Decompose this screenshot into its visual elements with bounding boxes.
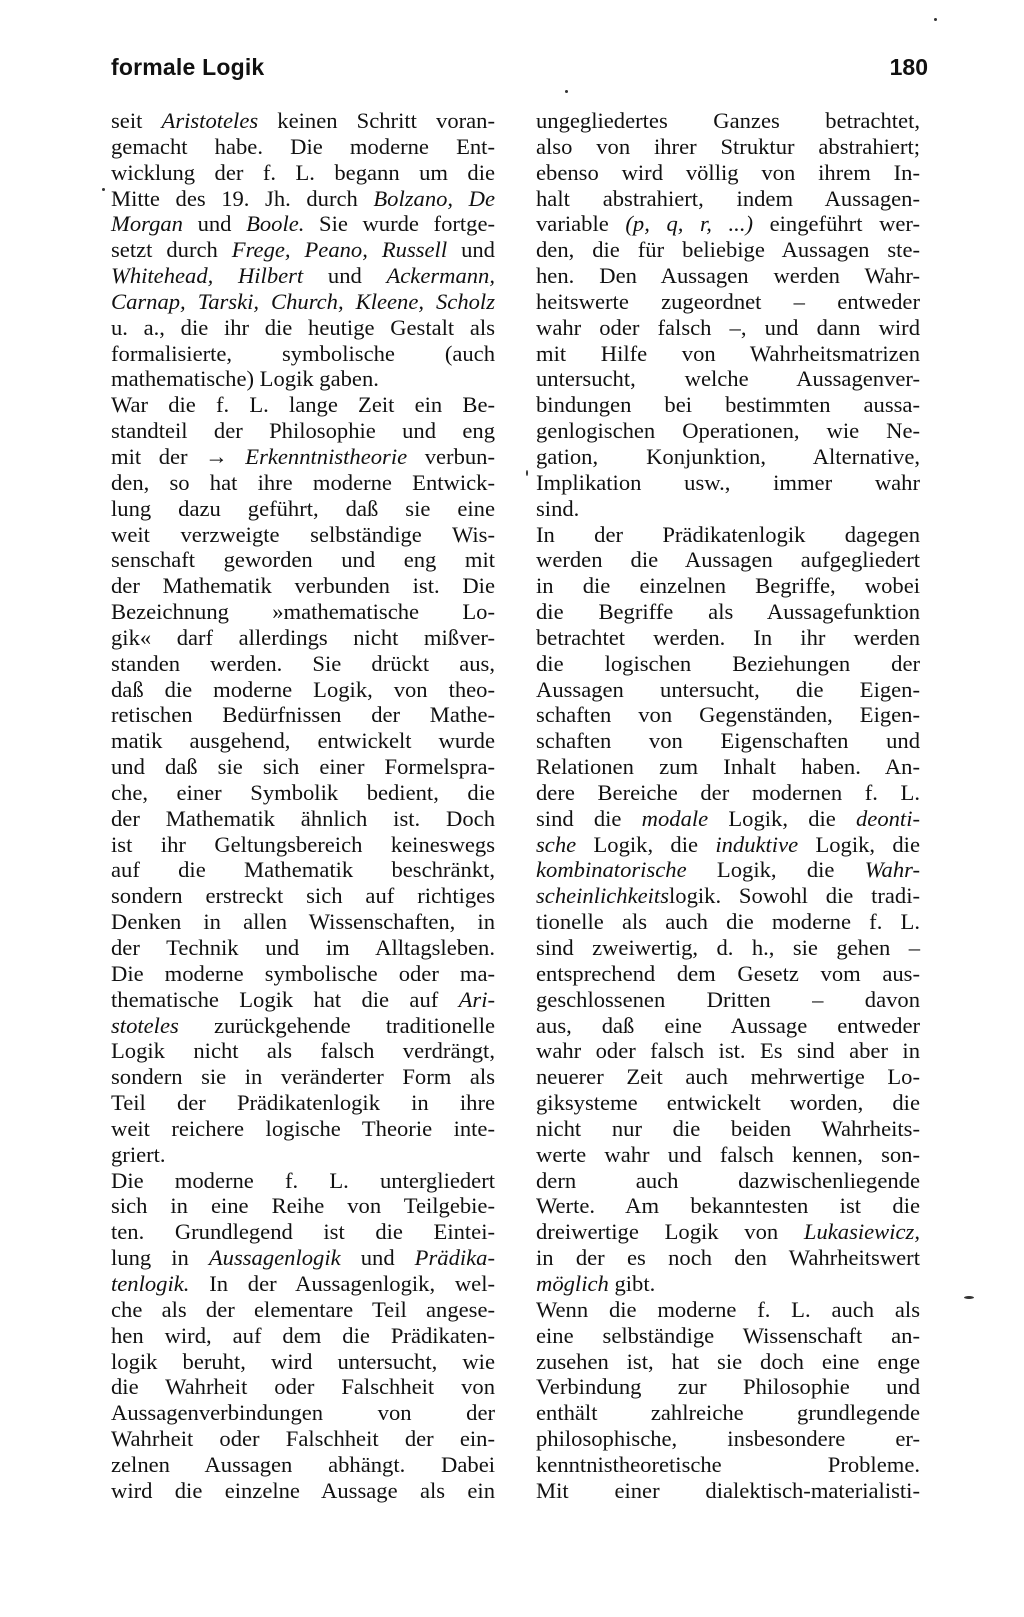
- text-line: [111, 547, 495, 573]
- text-line: [111, 1400, 495, 1426]
- text-line: [111, 418, 495, 444]
- text: und daß sie sich einer Formelspra-: [111, 754, 495, 780]
- text: ist ihr Geltungsbereich keineswegs: [111, 831, 495, 857]
- text-line: [536, 573, 920, 599]
- text: eingeführt wer-: [753, 211, 921, 237]
- text-line: [111, 341, 495, 367]
- text: wicklung der f. L. begann um die: [111, 159, 495, 185]
- text: schaften von Eigenschaften und: [536, 728, 920, 754]
- text-line: [111, 806, 495, 832]
- text-line: [536, 418, 920, 444]
- text: logik beruht, wird untersucht, wie: [111, 1348, 495, 1374]
- text: che, einer Symbolik bedient, die: [111, 779, 495, 805]
- text-line: [111, 186, 495, 212]
- text-line: [111, 1349, 495, 1375]
- text-line: [111, 263, 495, 289]
- text-line: [111, 961, 495, 987]
- text: genlogischen Operationen, wie Ne-: [536, 418, 920, 444]
- text-line: [536, 1090, 920, 1116]
- text: tionelle als auch die moderne f. L.: [536, 909, 920, 935]
- text: gibt.: [608, 1270, 656, 1296]
- text: kenntnistheoretische Probleme.: [536, 1451, 920, 1477]
- text-line: [536, 134, 920, 160]
- text-line: [111, 522, 495, 548]
- italic-text: möglich: [536, 1270, 609, 1296]
- text-line: [111, 599, 495, 625]
- text: keinen Schritt voran-: [258, 108, 495, 133]
- text: in die einzelnen Begriffe, wobei: [536, 573, 920, 599]
- text: untersucht, welche Aussagenver-: [536, 366, 920, 392]
- text-line: [536, 237, 920, 263]
- text: Denken in allen Wissenschaften, in: [111, 909, 495, 935]
- text: daß die moderne Logik, von theo-: [111, 676, 495, 702]
- text: u. a., die ihr die heutige Gestalt als: [111, 314, 495, 340]
- text: aus, daß eine Aussage entweder: [536, 1012, 920, 1038]
- text-line: [111, 134, 495, 160]
- text-line: [536, 935, 920, 961]
- text: thematische Logik hat die auf: [111, 986, 459, 1012]
- text-line: [111, 883, 495, 909]
- text-line: [536, 1400, 920, 1426]
- italic-text: Frege, Peano, Russell: [231, 237, 448, 263]
- text-line: [111, 496, 495, 522]
- text: giksysteme entwickelt worden, die: [536, 1090, 920, 1116]
- text: In der Prädikatenlogik dagegen: [536, 521, 920, 547]
- scan-speck: [565, 90, 568, 93]
- text-line: [111, 211, 495, 237]
- text: schaften von Gegenständen, Eigen-: [536, 702, 920, 728]
- text: hen wird, auf dem die Prädikaten-: [111, 1322, 495, 1348]
- text: logik. Sowohl die tradi-: [669, 883, 920, 909]
- text: War die f. L. lange Zeit ein Be-: [111, 392, 495, 418]
- text-line: [536, 289, 920, 315]
- italic-text: Ari-: [458, 986, 495, 1012]
- italic-text: Morgan: [111, 211, 183, 237]
- text-line: [536, 470, 920, 496]
- text-line: [536, 366, 920, 392]
- text-line: [111, 1168, 495, 1194]
- text: weit verzweigte selbständige Wis-: [111, 521, 495, 547]
- text: dere Bereiche der modernen f. L.: [536, 779, 920, 805]
- text: betrachtet werden. In ihr werden: [536, 624, 920, 650]
- text-line: [111, 237, 495, 263]
- text: Aussagen untersucht, die Eigen-: [536, 676, 920, 702]
- text: Implikation usw., immer wahr: [536, 469, 920, 495]
- text: setzt durch: [111, 237, 232, 263]
- text-line: [536, 392, 920, 418]
- text-line: [111, 909, 495, 935]
- text-line: [111, 728, 495, 754]
- text-line: [111, 1116, 495, 1142]
- text: sind.: [536, 495, 580, 521]
- italic-text: tenlogik.: [111, 1270, 190, 1296]
- right-column: [536, 108, 920, 1504]
- text: Werte. Am bekanntesten ist die: [536, 1193, 920, 1219]
- text: Logik nicht als falsch verdrängt,: [111, 1038, 495, 1064]
- text-line: [536, 1426, 920, 1452]
- text-line: [111, 1271, 495, 1297]
- text-line: [536, 651, 920, 677]
- italic-text: (p, q, r, ...): [625, 211, 754, 237]
- text-line: [111, 1193, 495, 1219]
- text: wird die einzelne Aussage als ein: [111, 1477, 495, 1503]
- text-line: [536, 1219, 920, 1245]
- text: Aussagenverbindungen von der: [111, 1400, 495, 1426]
- text-line: [111, 1219, 495, 1245]
- italic-text: Carnap, Tarski, Church, Kleene, Scholz: [111, 288, 495, 314]
- text: che als der elementare Teil angese-: [111, 1296, 495, 1322]
- text: Mitte des 19. Jh. durch: [111, 185, 374, 211]
- text-line: [536, 780, 920, 806]
- text-line: [111, 1090, 495, 1116]
- scan-speck: [964, 1296, 974, 1299]
- text: Verbindung zur Philosophie und: [536, 1374, 920, 1400]
- text: gemacht habe. Die moderne Ent-: [111, 133, 495, 159]
- text: Bezeichnung »mathematische Lo-: [111, 599, 495, 625]
- italic-text: Erkenntnistheorie: [245, 443, 408, 469]
- text: Die moderne symbolische oder ma-: [111, 960, 495, 986]
- italic-text: Aristoteles: [161, 108, 259, 133]
- italic-text: Prädika-: [414, 1245, 495, 1271]
- text: Logik, die: [686, 857, 865, 883]
- text-line: [111, 1245, 495, 1271]
- text: seit: [111, 108, 162, 133]
- text: senschaft geworden und eng mit: [111, 547, 495, 573]
- text-line: [536, 987, 920, 1013]
- text-line: [536, 1193, 920, 1219]
- text: standen werden. Sie drückt aus,: [111, 650, 495, 676]
- text-line: [536, 1168, 920, 1194]
- text: den, so hat ihre moderne Entwick-: [111, 469, 495, 495]
- text-line: [111, 1142, 495, 1168]
- text-line: [111, 289, 495, 315]
- text: die Wahrheit oder Falschheit von: [111, 1374, 495, 1400]
- text: Die moderne f. L. untergliedert: [111, 1167, 495, 1193]
- text: bindungen bei bestimmten aussa-: [536, 392, 920, 418]
- italic-text: Wahr-: [864, 857, 920, 883]
- text: sondern erstreckt sich auf richtiges: [111, 883, 495, 909]
- text-line: [111, 108, 495, 134]
- text-line: [111, 857, 495, 883]
- left-column: [111, 108, 495, 1504]
- text: den, die für beliebige Aussagen ste-: [536, 237, 920, 263]
- text-line: [536, 1142, 920, 1168]
- text-line: [536, 1349, 920, 1375]
- text-line: [536, 547, 920, 573]
- text: heitswerte zugeordnet – entweder: [536, 288, 920, 314]
- text: standteil der Philosophie und eng: [111, 418, 495, 444]
- text: weit reichere logische Theorie inte-: [111, 1115, 495, 1141]
- text-line: [111, 625, 495, 651]
- text-line: [111, 1374, 495, 1400]
- text-line: [536, 186, 920, 212]
- text: dreiwertige Logik von: [536, 1219, 804, 1245]
- italic-text: scheinlichkeits: [536, 883, 670, 909]
- scan-speck: [526, 470, 528, 476]
- text: neuerer Zeit auch mehrwertige Lo-: [536, 1064, 920, 1090]
- text-line: [536, 909, 920, 935]
- text: verbun-: [407, 443, 495, 469]
- text: gation, Konjunktion, Alternative,: [536, 443, 920, 469]
- text: Wahrheit oder Falschheit der ein-: [111, 1426, 495, 1452]
- text-line: [111, 677, 495, 703]
- text-line: [536, 1323, 920, 1349]
- italic-text: Ackermann,: [386, 263, 496, 289]
- text-line: [111, 573, 495, 599]
- text-line: [536, 883, 920, 909]
- text: und: [303, 263, 387, 289]
- italic-text: Bolzano, De: [373, 185, 496, 211]
- text: und: [447, 237, 495, 263]
- text-line: [536, 1245, 920, 1271]
- text: Teil der Prädikatenlogik in ihre: [111, 1090, 495, 1116]
- text-line: [536, 444, 920, 470]
- text-line: [111, 392, 495, 418]
- page-number: 180: [889, 54, 928, 80]
- text-line: [536, 702, 920, 728]
- text: zusehen ist, hat sie doch eine enge: [536, 1348, 920, 1374]
- text-line: [111, 1038, 495, 1064]
- text-line: [536, 728, 920, 754]
- text: mit der →: [111, 443, 246, 469]
- italic-text: stoteles: [111, 1012, 179, 1038]
- text: der Technik und im Alltagsleben.: [111, 935, 495, 960]
- text-line: [536, 496, 920, 522]
- text-line: [111, 1426, 495, 1452]
- text: sind die: [536, 805, 642, 831]
- text-line: [536, 263, 920, 289]
- text: sich in eine Reihe von Teilgebie-: [111, 1193, 495, 1219]
- text-line: [536, 108, 920, 134]
- text-line: [536, 1116, 920, 1142]
- text: formalisierte, symbolische (auch: [111, 340, 495, 366]
- text-line: [111, 651, 495, 677]
- text-line: [536, 806, 920, 832]
- text: Logik, die: [708, 805, 856, 831]
- text-line: [536, 211, 920, 237]
- text: philosophische, insbesondere er-: [536, 1426, 920, 1452]
- text: Logik, die: [576, 831, 716, 857]
- text-line: [111, 444, 495, 470]
- text-line: [111, 754, 495, 780]
- text: sondern sie in veränderter Form als: [111, 1064, 495, 1090]
- text: Logik, die: [798, 831, 920, 857]
- text: Mit einer dialektisch-materialisti-: [536, 1477, 920, 1503]
- text-line: [111, 470, 495, 496]
- text-line: [536, 832, 920, 858]
- text-line: [536, 1038, 920, 1064]
- text: Sie wurde fortge-: [304, 211, 496, 237]
- text-line: [536, 1013, 920, 1039]
- text: lung dazu geführt, daß sie eine: [111, 495, 495, 521]
- text: geschlossenen Dritten – davon: [536, 986, 920, 1012]
- text: die Begriffe als Aussagefunktion: [536, 599, 920, 625]
- scan-speck: [934, 18, 937, 21]
- text-line: [536, 625, 920, 651]
- text-line: [111, 1064, 495, 1090]
- text-line: [536, 1374, 920, 1400]
- italic-text: Boole.: [246, 211, 305, 237]
- text-line: [111, 160, 495, 186]
- text: halt abstrahiert, indem Aussagen-: [536, 185, 920, 211]
- text: werte wahr und falsch kennen, son-: [536, 1141, 920, 1167]
- text-line: [536, 315, 920, 341]
- text-line: [111, 1323, 495, 1349]
- running-head: formale Logik: [111, 54, 265, 80]
- text: und: [182, 211, 247, 237]
- text: dern auch dazwischenliegende: [536, 1167, 920, 1193]
- text-line: [536, 1064, 920, 1090]
- text-line: [536, 1478, 920, 1504]
- text: hen. Den Aussagen werden Wahr-: [536, 263, 920, 289]
- text: werden die Aussagen aufgegliedert: [536, 547, 920, 573]
- text: entsprechend dem Gesetz vom aus-: [536, 960, 920, 986]
- text-line: [536, 857, 920, 883]
- italic-text: sche: [536, 831, 577, 857]
- text: zelnen Aussagen abhängt. Dabei: [111, 1451, 495, 1477]
- text: zurückgehende traditionelle: [178, 1012, 495, 1038]
- text: sind zweiwertig, d. h., sie gehen –: [536, 935, 920, 960]
- text-line: [111, 1478, 495, 1504]
- italic-text: Aussagenlogik: [208, 1245, 341, 1271]
- text-line: [536, 1271, 920, 1297]
- text: Wenn die moderne f. L. auch als: [536, 1296, 920, 1322]
- text: in der es noch den Wahrheitswert: [536, 1245, 920, 1271]
- text: nicht nur die beiden Wahrheits-: [536, 1115, 920, 1141]
- text: wahr oder falsch –, und dann wird: [536, 314, 920, 340]
- text: also von ihrer Struktur abstrahiert;: [536, 133, 920, 159]
- italic-text: Lukasiewicz,: [803, 1219, 920, 1245]
- italic-text: induktive: [715, 831, 799, 857]
- italic-text: kombinatorische: [536, 857, 687, 883]
- text-line: [536, 160, 920, 186]
- text: ten. Grundlegend ist die Eintei-: [111, 1219, 495, 1245]
- text-line: [536, 677, 920, 703]
- text-line: [111, 987, 495, 1013]
- text-line: [536, 754, 920, 780]
- text: der Mathematik verbunden ist. Die: [111, 573, 495, 599]
- text: der Mathematik ähnlich ist. Doch: [111, 805, 495, 831]
- text-line: [111, 315, 495, 341]
- text-line: [111, 832, 495, 858]
- text-line: [111, 780, 495, 806]
- text: retischen Bedürfnissen der Mathe-: [111, 702, 495, 728]
- italic-text: modale: [641, 805, 709, 831]
- text-line: [111, 1013, 495, 1039]
- text: griert.: [111, 1141, 166, 1167]
- text-line: [111, 1452, 495, 1478]
- text: auf die Mathematik beschränkt,: [111, 857, 495, 883]
- text-line: [536, 599, 920, 625]
- text-line: [536, 1452, 920, 1478]
- text: matik ausgehend, entwickelt wurde: [111, 728, 495, 754]
- text: eine selbständige Wissenschaft an-: [536, 1322, 920, 1348]
- text: mit Hilfe von Wahrheitsmatrizen: [536, 340, 920, 366]
- text: In der Aussagenlogik, wel-: [189, 1270, 495, 1296]
- text: enthält zahlreiche grundlegende: [536, 1400, 920, 1426]
- scan-speck: [102, 188, 105, 191]
- text-line: [111, 1297, 495, 1323]
- text: ungegliedertes Ganzes betrachtet,: [536, 108, 920, 133]
- text-line: [536, 1297, 920, 1323]
- text: lung in: [111, 1245, 209, 1271]
- text-line: [111, 366, 495, 392]
- text-line: [111, 702, 495, 728]
- text: mathematische) Logik gaben.: [111, 366, 379, 392]
- text-line: [536, 522, 920, 548]
- text-line: [536, 341, 920, 367]
- text-line: [111, 935, 495, 961]
- italic-text: Whitehead, Hilbert: [111, 263, 304, 289]
- text: ebenso wird völlig von ihrem In-: [536, 159, 920, 185]
- text: gik« darf allerdings nicht mißver-: [111, 624, 495, 650]
- text-line: [536, 961, 920, 987]
- text: die logischen Beziehungen der: [536, 650, 920, 676]
- text: Relationen zum Inhalt haben. An-: [536, 754, 920, 780]
- text: wahr oder falsch ist. Es sind aber in: [536, 1038, 920, 1064]
- text: und: [340, 1245, 415, 1271]
- italic-text: deonti-: [856, 805, 920, 831]
- text: variable: [536, 211, 626, 237]
